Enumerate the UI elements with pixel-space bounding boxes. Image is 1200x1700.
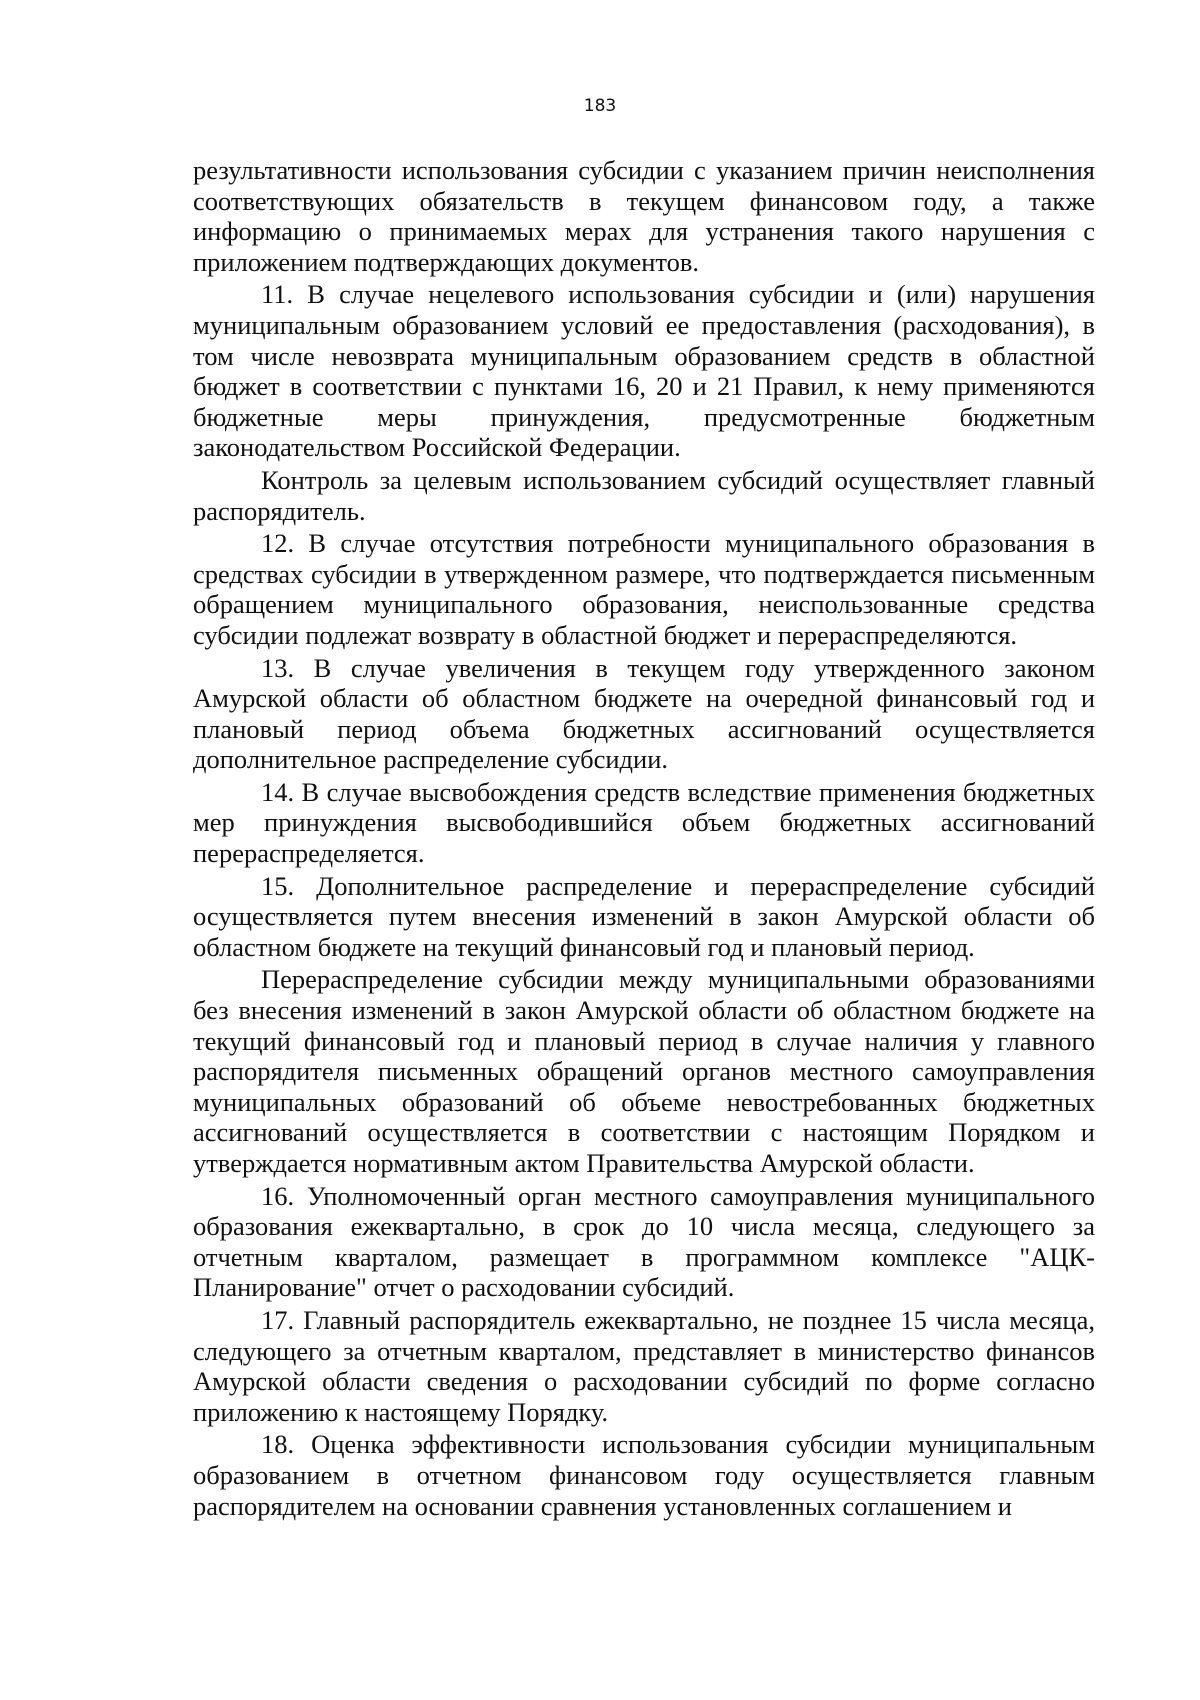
paragraph-item-18: 18. Оценка эффективности использования субсидии муниципальным образованием в отчетном финансовом году осуществляется главным распорядителем на основании сравнения установленных соглашением и [193, 1429, 1095, 1521]
paragraph-item-15: 15. Дополнительное распределение и перераспределение субсидий осуществляется путем внесения изменений в закон Амурской области об областном бюджете на текущий финансовый год и плановый период. [193, 870, 1095, 962]
paragraph-item-13: 13. В случае увеличения в текущем году утвержденного законом Амурской области об областном бюджете на очередной финансовый год и плановый период объема бюджетных ассигнований осуществляется дополнительное распределение субсидии. [193, 652, 1095, 775]
document-body [193, 155, 1095, 1523]
paragraph-item-11: 11. В случае нецелевого использования субсидии и (или) нарушения муниципальным образованием условий ее предоставления (расходования), в том числе невозврата муниципальным образованием средств в областной бюджет в соответствии с пунктами 16, 20 и 21 Правил, к нему применяются бюджетные меры принуждения, предусмотренные бюджетным законодательством Российской Федерации. [193, 279, 1095, 463]
paragraph-control: Контроль за целевым использованием субсидий осуществляет главный распорядитель. [193, 464, 1095, 526]
paragraph-item-12: 12. В случае отсутствия потребности муниципального образования в средствах субсидии в утвержденном размере, что подтверждается письменным обращением муниципального образования, неиспользованные средства субсидии подлежат возврату в областной бюджет и перераспределяются. [193, 528, 1095, 650]
paragraph-item-17: 17. Главный распорядитель ежеквартально, не позднее 15 числа месяца, следующего за отчетным кварталом, представляет в министерство финансов Амурской области сведения о расходовании субсидий по форме согласно приложению к настоящему Порядку. [193, 1304, 1095, 1427]
page-number: 183 [583, 96, 617, 116]
paragraph-item-16: 16. Уполномоченный орган местного самоуправления муниципального образования ежеквартально, в срок до 10 числа месяца, следующего за отчетным кварталом, размещает в программном комплексе "АЦК-Планирование" отчет о расходовании субсидий. [193, 1180, 1095, 1303]
paragraph-item-14: 14. В случае высвобождения средств вследствие применения бюджетных мер принуждения высвободившийся объем бюджетных ассигнований перераспределяется. [193, 776, 1095, 869]
paragraph-continuation: результативности использования субсидии с указанием причин неисполнения соответствующих обязательств в текущем финансовом году, а также информацию о принимаемых мерах для устранения такого нарушения с приложением подтверждающих документов. [193, 155, 1095, 277]
paragraph-redistribution: Перераспределение субсидии между муниципальными образованиями без внесения изменений в закон Амурской области об областном бюджете на текущий финансовый год и плановый период в случае наличия у главного распорядителя письменных обращений органов местного самоуправления муниципальных образований об объеме невостребованных бюджетных ассигнований осуществляется в соответствии с настоящим Порядком и утверждается нормативным актом Правительства Амурской области. [193, 964, 1095, 1178]
